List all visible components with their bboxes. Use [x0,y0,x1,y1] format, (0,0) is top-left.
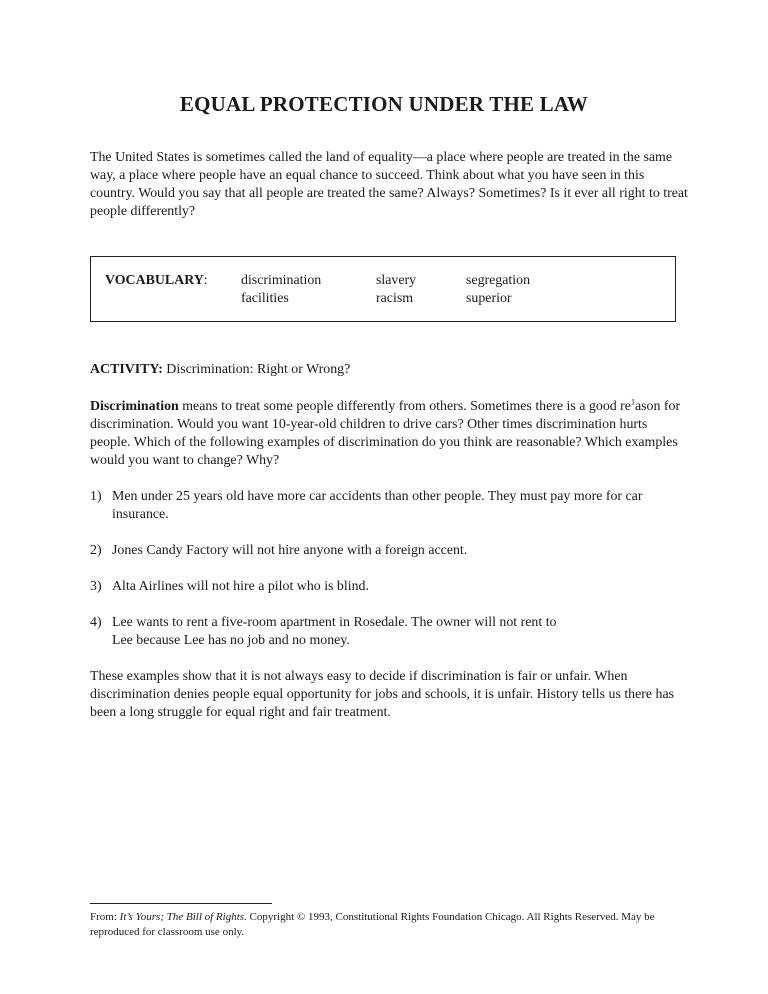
vocab-word: segregation [466,273,531,288]
source-title: It’s Yours; The Bill of Rights [119,911,245,923]
vocabulary-box [90,256,676,322]
example-item: 2) Jones Candy Factory will not hire anyone with a foreign accent. [90,543,468,558]
discrimination-term: Discrimination [90,399,179,414]
vocab-word: facilities [241,291,289,306]
activity-heading: ACTIVITY: Discrimination: Right or Wrong? [90,362,351,377]
vocab-word: racism [376,291,414,306]
superscript-marker: 1 [630,397,635,407]
page-title: EQUAL PROTECTION UNDER THE LAW [179,92,589,116]
intro-paragraph: The United States is sometimes called the land of equality—a place where people are treated in the same way, a place where people have an equal chance to succeed. Think about what you have seen in this country. Would you say that all people are treated the same? Always? Sometimes? Is it ever all right to treat people differently? [90,150,688,219]
example-item: 1) Men under 25 years old have more car accidents than other people. They must pay more for car insurance. [90,489,643,522]
example-item: 3) Alta Airlines will not hire a pilot who is blind. [90,579,369,594]
vocab-word: discrimination [241,273,322,288]
discrimination-paragraph: Discrimination means to treat some people differently from others. Sometimes there is a good $re^1ason$ for discrimination. Would you want 10-year-old children to drive cars? Other times discrimination hurts people. Which of the following examples of discrimination do you think are reasonable? Which examples would you want to change? Why? [90,397,681,468]
closing-paragraph: These examples show that it is not always easy to decide if discrimination is fair or unfair. When discrimination denies people equal opportunity for jobs and schools, it is unfair. History tells us there has been a long struggle for equal right and fair treatment. [90,669,675,720]
footnote-divider [90,903,272,904]
vocab-word: superior [466,291,512,306]
vocabulary-label: VOCABULARY: [105,273,208,288]
vocab-word: slavery [376,273,417,288]
footnote: From: It’s Yours; The Bill of Rights. Copyright © 1993, Constitutional Rights Foundation Chicago. All Rights Reserved. May be reproduced for classroom use only. [90,911,655,938]
example-item: 4) Lee wants to rent a five-room apartment in Rosedale. The owner will not rent to Lee because Lee has no job and no money. [90,615,557,648]
